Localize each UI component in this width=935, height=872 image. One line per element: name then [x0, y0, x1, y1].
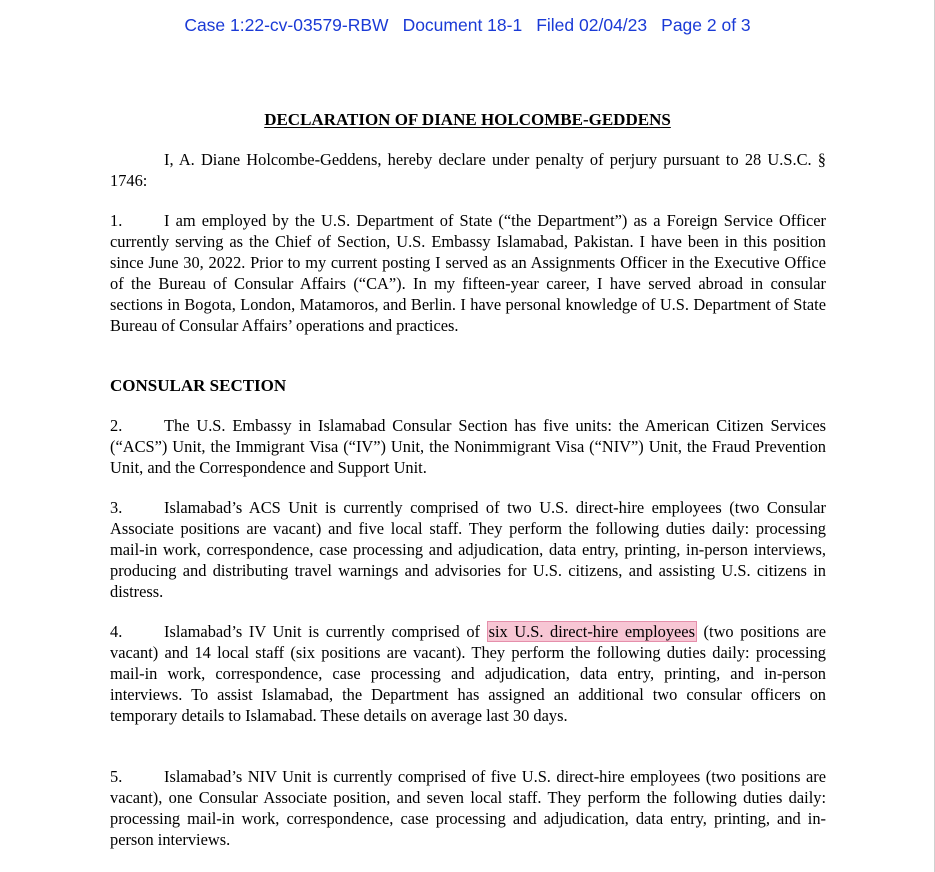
- paragraph-text: I am employed by the U.S. Department of State (“the Department”) as a Foreign Service Officer currently serving as the Chief of Section, U.S. Embassy Islamabad, Pakistan. I have been in this position since June 30, 2022. Prior to my current posting I served as an Assignments Officer in the Executive Office of the Bureau of Consular Affairs (“CA”). In my fifteen-year career, I have served abroad in consular sections in Bogota, London, Matamoros, and Berlin. I have personal knowledge of U.S. Department of State Bureau of Consular Affairs’ operations and practices.: [110, 211, 826, 335]
- document-number: Document 18-1: [402, 15, 523, 35]
- paragraph-5: [110, 766, 826, 850]
- paragraph-text: Islamabad’s NIV Unit is currently comprised of five U.S. direct-hire employees (two positions are vacant), one Consular Associate position, and seven local staff. They perform the following duties daily: processing mail-in work, correspondence, case processing and adjudication, data entry, printing, and in-person interviews.: [110, 767, 826, 849]
- paragraph-4: [110, 621, 826, 726]
- section-heading: CONSULAR SECTION: [110, 376, 287, 395]
- intro-paragraph: [110, 149, 826, 191]
- paragraph-number: 5.: [110, 767, 123, 786]
- paragraph-text: Islamabad’s ACS Unit is currently comprised of two U.S. direct-hire employees (two Consular Associate positions are vacant) and five local staff. They perform the following duties daily: processing mail-in work, correspondence, case processing and adjudication, data entry, printing, in-person interviews, producing and distributing travel warnings and advisories for U.S. citizens, and assisting U.S. citizens in distress.: [110, 498, 826, 601]
- paragraph-number: 4.: [110, 622, 123, 641]
- paragraph-number: 3.: [110, 498, 123, 517]
- paragraph-number: 2.: [110, 416, 123, 435]
- page-number: Page 2 of 3: [661, 15, 751, 35]
- paragraph-2: [110, 415, 826, 478]
- paragraph-3: [110, 497, 826, 602]
- filed-date: Filed 02/04/23: [536, 15, 648, 35]
- paragraph-text: The U.S. Embassy in Islamabad Consular Section has five units: the American Citizen Services (“ACS”) Unit, the Immigrant Visa (“IV”) Unit, the Nonimmigrant Visa (“NIV”) Unit, the Fraud Prevention Unit, and the Correspondence and Support Unit.: [110, 416, 826, 477]
- filing-header: [0, 15, 935, 36]
- highlighted-annotation[interactable]: six U.S. direct-hire employees: [488, 622, 695, 641]
- intro-text: I, A. Diane Holcombe-Geddens, hereby declare under penalty of perjury pursuant to 28 U.S.C. § 1746:: [110, 150, 826, 190]
- paragraph-1: [110, 210, 826, 336]
- paragraph-text-start: Islamabad’s IV Unit is currently comprised of: [164, 622, 487, 641]
- declaration-title: DECLARATION OF DIANE HOLCOMBE-GEDDENS: [264, 110, 671, 129]
- paragraph-text-end: (two positions are vacant) and 14 local staff (six positions are vacant). They perform the following duties daily: processing mail-in work, correspondence, case processing and adjudication, data entry, printing, and in-person interviews. To assist Islamabad, the Department has assigned an additional two consular officers on temporary details to Islamabad. These details on average last 30 days.: [110, 622, 826, 725]
- paragraph-number: 1.: [110, 211, 123, 230]
- case-number: Case 1:22-cv-03579-RBW: [184, 15, 389, 35]
